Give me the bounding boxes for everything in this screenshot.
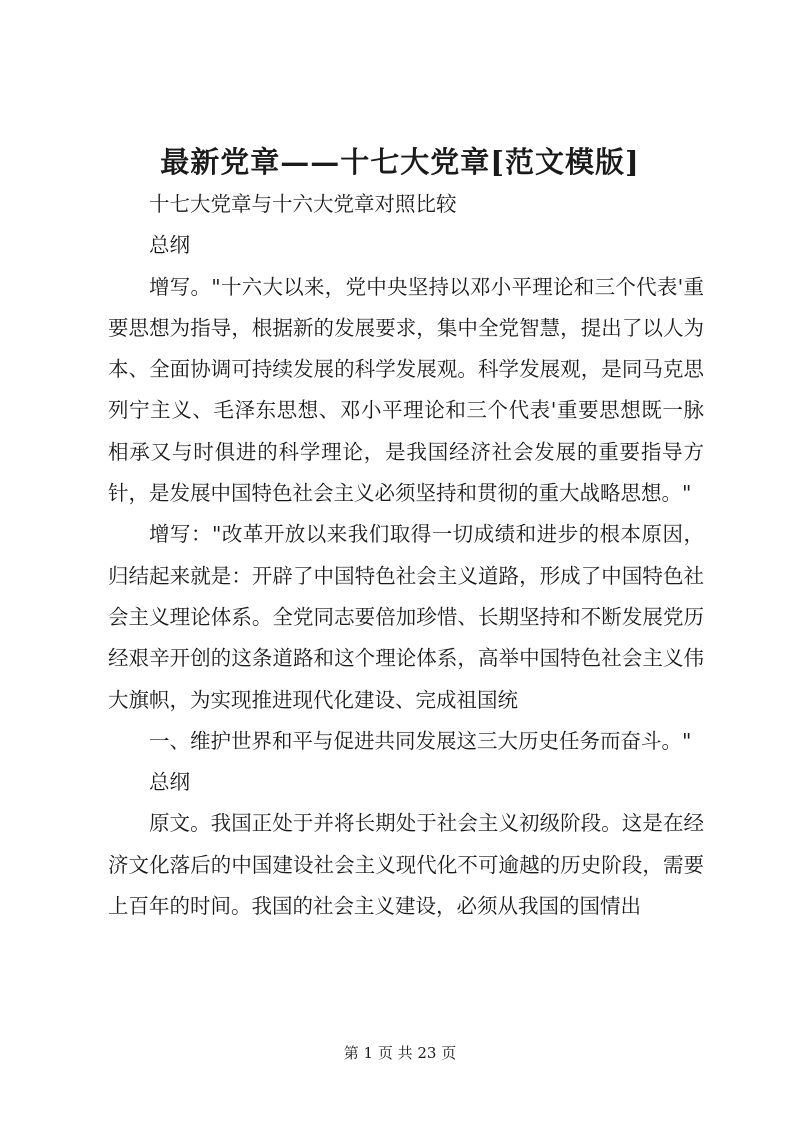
paragraph: 原文。我国正处于并将长期处于社会主义初级阶段。这是在经济文化落后的中国建设社会主义现代化不可逾越的历史阶段，需要上百年的时间。我国的社会主义建设，必须从我国的国情出	[108, 811, 704, 919]
page-number: 第 1 页 共 23 页	[343, 1044, 457, 1062]
document-body	[108, 184, 704, 927]
paragraph: 增写。"十六大以来，党中央坚持以邓小平理论和三个代表'重要思想为指导，根据新的发展要求，集中全党智慧，提出了以人为本、全面协调可持续发展的科学发展观。科学发展观，是同马克思列宁主义、毛泽东思想、邓小平理论和三个代表'重要思想既一脉相承又与时俱进的科学理论，是我国经济社会发展的重要指导方针，是发展中国特色社会主义必须坚持和贯彻的重大战略思想。"	[108, 274, 704, 506]
page-footer	[0, 1042, 800, 1064]
paragraph-section-heading: 总纲	[149, 770, 190, 795]
paragraph-section-heading: 总纲	[149, 233, 190, 258]
paragraph-subtitle: 十七大党章与十六大党章对照比较	[149, 192, 457, 216]
document-title: 最新党章——十七大党章[范文模版]	[160, 145, 640, 179]
paragraph: 增写："改革开放以来我们取得一切成绩和进步的根本原因，归结起来就是：开辟了中国特色社会主义道路，形成了中国特色社会主义理论体系。全党同志要倍加珍惜、长期坚持和不断发展党历经艰辛开创的这条道路和这个理论体系，高举中国特色社会主义伟大旗帜，为实现推进现代化建设、完成祖国统	[108, 522, 704, 712]
paragraph: 一、维护世界和平与促进共同发展这三大历史任务而奋斗。"	[149, 728, 692, 753]
